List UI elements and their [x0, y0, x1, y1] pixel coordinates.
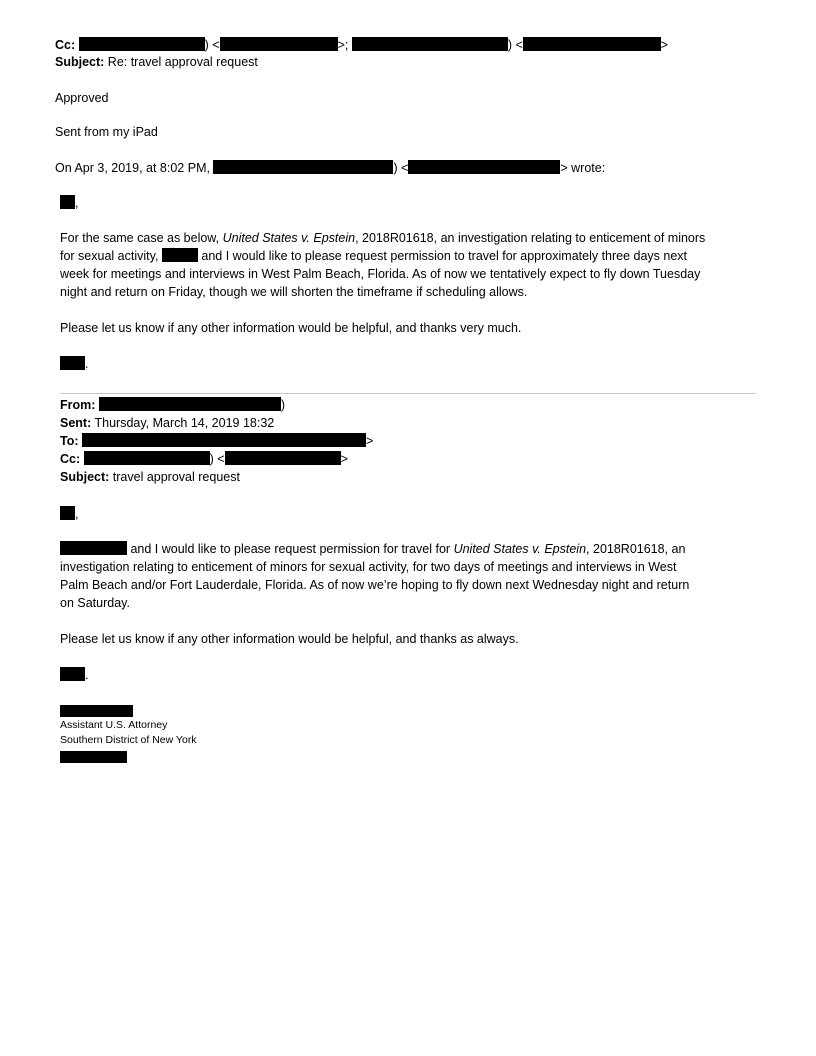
redaction: [60, 356, 85, 370]
signature-title: Assistant U.S. Attorney: [60, 719, 168, 731]
redaction: [220, 37, 338, 51]
redaction: [99, 397, 281, 411]
signoff-punct: .: [85, 357, 89, 371]
redaction: [84, 451, 210, 465]
greeting-punct: ,: [75, 196, 79, 210]
case-name: United States v. Epstein: [453, 542, 587, 556]
case-name: United States v. Epstein: [222, 231, 356, 245]
reply-cc-line: [55, 37, 668, 54]
quote-mid: ) <: [393, 161, 409, 175]
quote-prefix: On Apr 3, 2019, at 8:02 PM,: [55, 161, 214, 175]
msg2-to-line: [60, 433, 373, 450]
msg2-text: , 2018R01618, an: [586, 542, 686, 556]
reply-signature: Sent from my iPad: [55, 125, 158, 139]
reply-subject-value: Re: travel approval request: [104, 55, 258, 69]
signature-office: Southern District of New York: [60, 734, 197, 746]
redaction: [60, 195, 75, 209]
redaction: [408, 160, 560, 174]
msg1-text: For the same case as below,: [60, 231, 223, 245]
msg2-line4: on Saturday.: [60, 596, 130, 610]
redaction: [225, 451, 341, 465]
msg2-line3: Palm Beach and/or Fort Lauderdale, Florida. As of now we’re hoping to fly down next Wednesday night and return: [60, 578, 690, 592]
sent-value: Thursday, March 14, 2019 18:32: [91, 416, 275, 430]
msg1-text: , 2018R01618, an investigation relating to enticement of minors: [355, 231, 706, 245]
to-label: To:: [60, 434, 79, 448]
msg1-signoff: [60, 356, 88, 373]
cc-end: >: [340, 452, 348, 466]
redaction: [60, 705, 133, 717]
msg1-line3: week for meetings and interviews in West Palm Beach, Florida. As of now we tentatively expect to fly down Tuesday: [60, 267, 701, 281]
msg2-subject-line: [60, 469, 240, 486]
msg2-cc-line: [60, 451, 348, 468]
redaction: [60, 667, 85, 681]
msg1-line4: night and return on Friday, though we will shorten the timeframe if scheduling allows.: [60, 285, 528, 299]
redaction: [60, 506, 75, 520]
greeting-punct: ,: [75, 507, 79, 521]
msg2-from-line: [60, 397, 285, 414]
redaction: [60, 751, 127, 763]
cc-separator: ) <: [209, 452, 225, 466]
from-end: ): [280, 398, 286, 412]
msg2-line2: investigation relating to enticement of minors for sexual activity, for two days of meetings and interviews in West: [60, 560, 677, 574]
quote-suffix: > wrote:: [560, 161, 606, 175]
reply-subject-label: Subject:: [55, 55, 105, 69]
msg1-text: for sexual activity,: [60, 249, 162, 263]
cc-separator: >;: [337, 38, 352, 52]
signature-contact: [60, 749, 127, 766]
msg2-sent-line: [60, 415, 274, 432]
redaction: [82, 433, 366, 447]
msg1-text: and I would like to please request permission to travel for approximately three days next: [197, 249, 688, 263]
redaction: [352, 37, 508, 51]
from-label: From:: [60, 398, 96, 412]
msg2-line1: [60, 541, 685, 558]
msg1-line1: [60, 230, 705, 247]
subject-value: travel approval request: [109, 470, 240, 484]
signoff-punct: .: [85, 668, 89, 682]
reply-subject-line: [55, 54, 258, 71]
msg2-text: and I would like to please request permission for travel for: [127, 542, 454, 556]
redaction: [213, 160, 393, 174]
msg2-closing: Please let us know if any other information would be helpful, and thanks as always.: [60, 632, 519, 646]
reply-body: Approved: [55, 91, 109, 105]
subject-label: Subject:: [60, 470, 110, 484]
sent-label: Sent:: [60, 416, 92, 430]
cc-separator: ) <: [204, 38, 220, 52]
quote-attribution: [55, 160, 605, 177]
redaction: [79, 37, 205, 51]
cc-separator: ) <: [507, 38, 523, 52]
msg1-line2: [60, 248, 687, 265]
msg1-closing: Please let us know if any other information would be helpful, and thanks very much.: [60, 321, 522, 335]
greeting: [60, 195, 78, 212]
to-end: >: [366, 434, 374, 448]
message-divider: [60, 393, 756, 394]
cc-label: Cc:: [60, 452, 81, 466]
reply-cc-label: Cc:: [55, 38, 76, 52]
cc-end: >: [660, 38, 669, 52]
redaction: [523, 37, 661, 51]
greeting: [60, 506, 78, 523]
msg2-signoff: [60, 667, 88, 684]
redaction: [60, 541, 127, 555]
redaction: [162, 248, 198, 262]
